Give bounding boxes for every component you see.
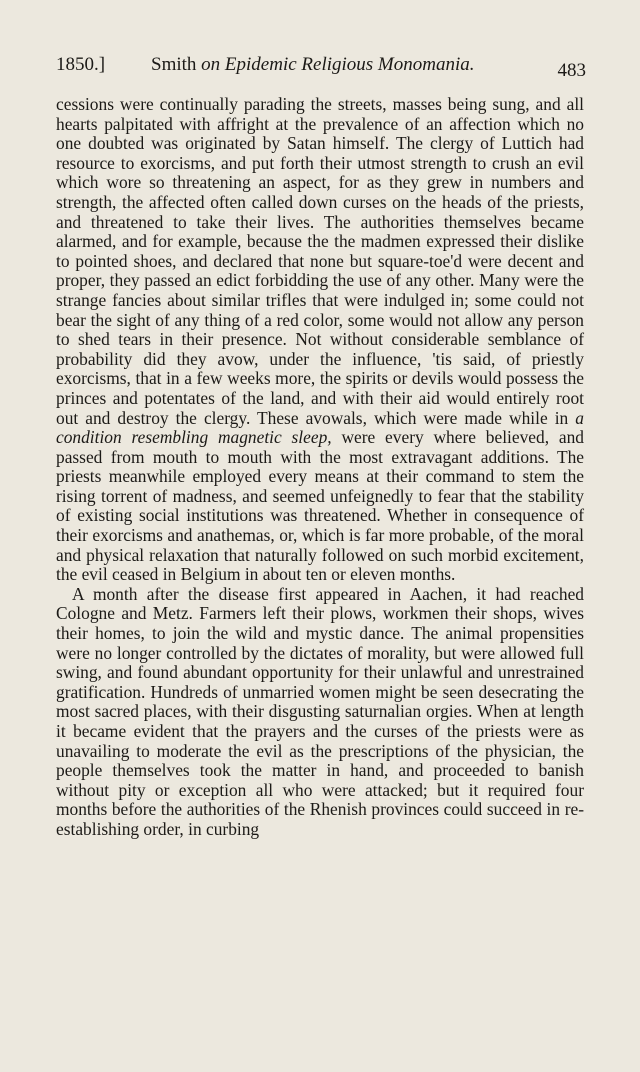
running-head	[56, 50, 586, 86]
header-subject: Epidemic Religious Monomania.	[224, 54, 475, 75]
header-title	[151, 54, 475, 76]
paragraph-1-italic-phrase: a condition resembling magnetic sleep,	[56, 407, 584, 448]
header-on: on	[201, 54, 221, 75]
paragraph-2: A month after the disease first appeared in Aachen, it had reached Cologne and Metz. Farmers left their plows, workmen their shops, wives their homes, to join the wild and mystic dance. The animal propensities were no longer controlled by the dictates of morality, but were allowed full swing, and found abundant opportunity for their unlawful and unrestrained gratification. Hundreds of unmarried women might be seen desecrating the most sacred places, with their disgusting saturnalian orgies. When at length it became evident that the prayers and the curses of the priests were as unavailing to moderate the evil as the prescriptions of the physician, the people themselves took the matter in hand, and proceeded to banish without pity or exception all who were attacked; but it required four months before the authorities of the Rhenish provinces could succeed in re-establishing order, in curbing	[56, 583, 584, 839]
paragraph-1-text-b: were every where believed, and passed from mouth to mouth with the most extravagant additions. The priests meanwhile employed every means at their command to stem the rising torrent of madness, and seemed unfeignedly to fear that the stability of existing social institutions was threatened. Whether in consequence of their exorcisms and anathemas, or, which is far more probable, of the moral and physical relaxation that naturally followed on such morbid excitement, the evil ceased in Belgium in about ten or eleven months.	[56, 427, 584, 585]
header-author: Smith	[151, 54, 197, 75]
body-text	[56, 95, 584, 840]
paragraph-1-text-a: cessions were continually parading the streets, masses being sung, and all hearts palpitated with affright at the prevalence of an affection which no one doubted was originated by Satan himself. The clergy of Luttich had resource to exorcisms, and put forth their utmost strength to crush an evil which wore so threatening an aspect, for as they grew in numbers and strength, the affected often called down curses on the heads of the priests, and threatened to take their lives. The authorities themselves became alarmed, and for example, because the the madmen expressed their dislike to pointed shoes, and declared that none but square-toe'd were decent and proper, they passed an edict forbidding the use of any other. Many were the strange fancies about similar trifles that were indulged in; some could not bear the sight of any thing of a red color, some would not allow any person to shed tears in their presence. Not without considerable semblance of probability did they avow, under the influence, 'tis said, of priestly exorcisms, that in a few weeks more, the spirits or devils would possess the princes and potentates of the land, and with their aid would entirely root out and destroy the clergy. These avowals, which were made while in	[56, 94, 584, 428]
header-year: 1850.]	[56, 54, 106, 75]
paragraph-1	[56, 95, 584, 585]
page-number: 483	[557, 60, 586, 81]
